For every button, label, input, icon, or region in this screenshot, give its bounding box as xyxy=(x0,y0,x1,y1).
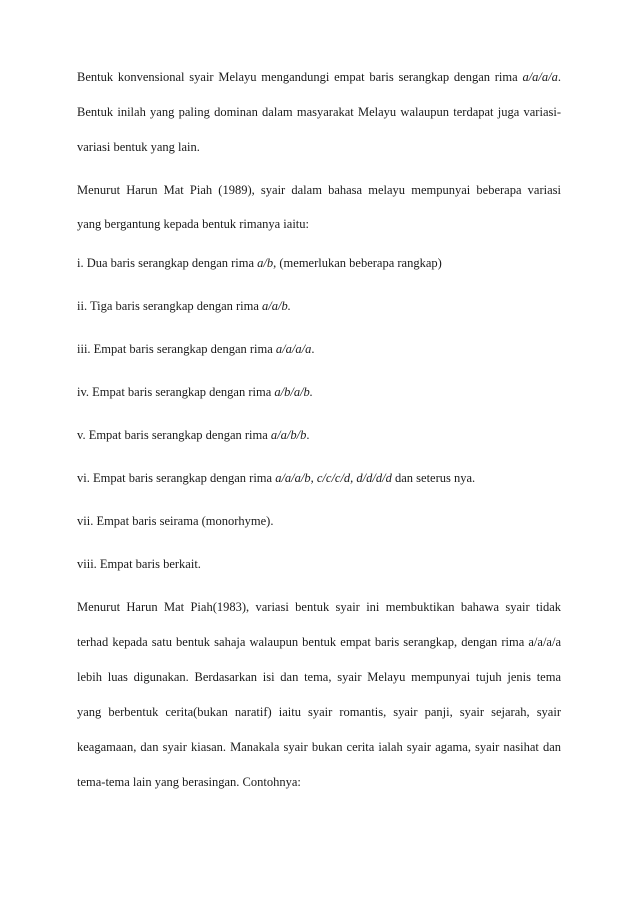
paragraph-2-line-1: Menurut Harun Mat Piah (1989), syair dalam bahasa melayu mempunyai beberapa variasi xyxy=(77,183,561,197)
paragraph-3-line-3: lebih luas digunakan. Berdasarkan isi dan tema, syair Melayu mempunyai tujuh jenis tema xyxy=(77,670,561,684)
paragraph-3-line-4: yang berbentuk cerita(bukan naratif) iaitu syair romantis, syair panji, syair sejarah, syair xyxy=(77,705,561,719)
list-item-8: viii. Empat baris berkait. xyxy=(77,557,201,571)
list-item-4 xyxy=(77,384,561,400)
list-item-5 xyxy=(77,427,561,443)
rhyme-scheme: a/a/a/a xyxy=(522,70,558,84)
text-span: v. Empat baris serangkap dengan rima xyxy=(77,428,271,442)
text-span: . xyxy=(311,342,315,356)
paragraph-3-line-6: tema-tema lain yang berasingan. Contohnya: xyxy=(77,775,301,789)
text-span: iv. Empat baris serangkap dengan rima xyxy=(77,385,275,399)
list-item-1 xyxy=(77,255,561,271)
text-span: ii. Tiga baris serangkap dengan rima xyxy=(77,299,263,313)
list-item-7: vii. Empat baris seirama (monorhyme). xyxy=(77,514,274,528)
rhyme-scheme: a/a/b/b xyxy=(270,428,307,442)
text-span: i. Dua baris serangkap dengan rima xyxy=(77,256,258,270)
rhyme-scheme: a/a/a/b, c/c/c/d, d/d/d/d xyxy=(275,471,392,485)
paragraph-3-line-5: keagamaan, dan syair kiasan. Manakala syair bukan cerita ialah syair agama, syair nasihat dan xyxy=(77,740,561,754)
text-span: . xyxy=(557,70,561,84)
text-span: , (memerlukan beberapa rangkap) xyxy=(273,256,442,270)
paragraph-1-line-1 xyxy=(77,69,561,85)
text-span: Bentuk konvensional syair Melayu mengandungi empat baris serangkap dengan rima xyxy=(77,70,523,84)
paragraph-3-line-1: Menurut Harun Mat Piah(1983), variasi bentuk syair ini membuktikan bahawa syair tidak xyxy=(77,600,561,614)
paragraph-1-line-2: Bentuk inilah yang paling dominan dalam masyarakat Melayu walaupun terdapat juga variasi- xyxy=(77,105,561,119)
paragraph-1-line-3: variasi bentuk yang lain. xyxy=(77,140,200,154)
paragraph-2-line-2: yang bergantung kepada bentuk rimanya iaitu: xyxy=(77,217,309,231)
text-span: iii. Empat baris serangkap dengan rima xyxy=(77,342,276,356)
rhyme-scheme: a/a/a/a xyxy=(275,342,312,356)
list-item-2 xyxy=(77,298,561,314)
list-item-3 xyxy=(77,341,561,357)
rhyme-scheme: a/b xyxy=(257,256,274,270)
paragraph-3-line-2: terhad kepada satu bentuk sahaja walaupun bentuk empat baris serangkap, dengan rima a/a/a/a xyxy=(77,635,561,649)
rhyme-scheme: a/b/a/b. xyxy=(274,385,313,399)
text-span: vi. Empat baris serangkap dengan rima xyxy=(77,471,276,485)
text-span: dan seterus nya. xyxy=(391,471,476,485)
text-span: . xyxy=(306,428,310,442)
rhyme-scheme: a/a/b. xyxy=(262,299,291,313)
list-item-6 xyxy=(77,470,561,486)
